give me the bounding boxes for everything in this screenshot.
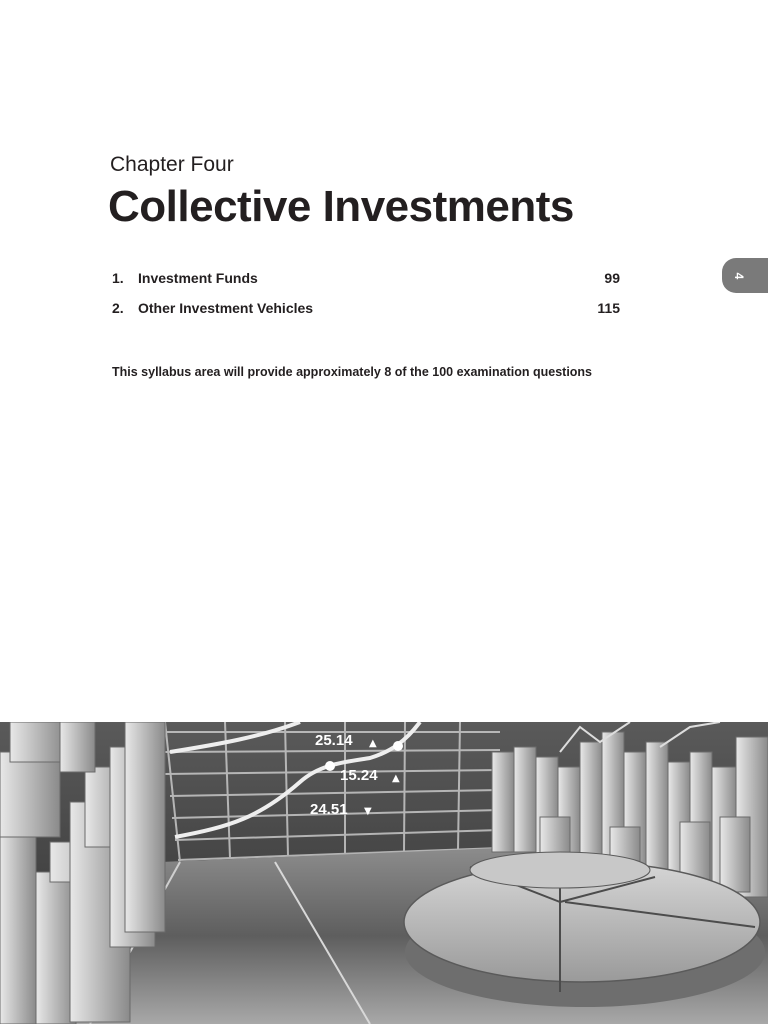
hero-image: [0, 722, 768, 1024]
toc-title: Investment Funds: [138, 270, 258, 286]
toc-page: 115: [597, 300, 620, 316]
toc-row[interactable]: [112, 270, 620, 300]
toc-number: 1.: [112, 270, 124, 286]
ticker-value: 24.51: [310, 801, 348, 818]
chapter-label: Chapter Four: [110, 153, 234, 176]
table-of-contents: [112, 270, 620, 330]
ticker-up-icon: ▲: [392, 773, 400, 784]
ticker-value: 15.24: [340, 767, 378, 784]
ticker-down-icon: ▼: [364, 806, 372, 817]
toc-number: 2.: [112, 300, 124, 316]
toc-title: Other Investment Vehicles: [138, 300, 314, 316]
ticker-up-icon: ▲: [369, 738, 377, 749]
syllabus-note: This syllabus area will provide approximately 8 of the 100 examination questions: [112, 365, 593, 379]
hero-illustration: [0, 722, 768, 1024]
chapter-title: Collective Investments: [108, 182, 574, 231]
toc-row[interactable]: [112, 300, 620, 330]
ticker-value: 25.14: [315, 732, 353, 749]
chapter-tab-number: 4: [732, 272, 746, 280]
toc-page: 99: [604, 270, 620, 286]
